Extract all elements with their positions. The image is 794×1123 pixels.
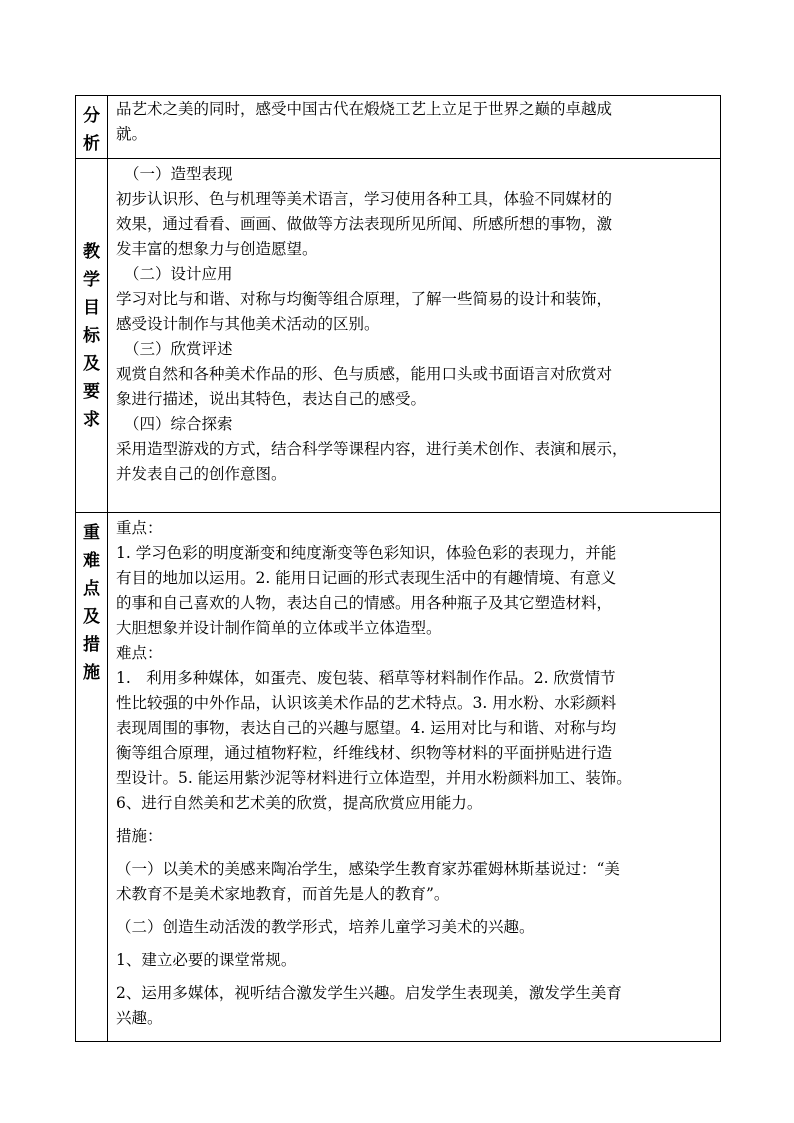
text-line: （一）以美术的美感来陶冶学生，感染学生教育家苏霍姆林斯基说过：“美 bbox=[116, 860, 620, 878]
text-line: 性比较强的中外作品，认识该美术作品的艺术特点。3. 用水粉、水彩颜料 bbox=[116, 694, 617, 712]
text-line: 象进行描述，说出其特色，表达自己的感受。 bbox=[116, 390, 427, 408]
text-line: 学习对比与和谐、对称与均衡等组合原理，了解一些简易的设计和装饰， bbox=[116, 290, 613, 308]
text-line: 的事和自己喜欢的人物，表达自己的情感。用各种瓶子及其它塑造材料， bbox=[116, 594, 613, 612]
text-line: 效果，通过看看、画画、做做等方法表现所见所闻、所感所想的事物，激 bbox=[116, 215, 613, 233]
text-line: 感受设计制作与其他美术活动的区别。 bbox=[116, 315, 380, 333]
text-line: 型设计。5. 能运用紫沙泥等材料进行立体造型，并用水粉颜料加工、装饰。 bbox=[116, 769, 632, 787]
text-line: 就。 bbox=[116, 125, 148, 143]
text-line: 初步认识形、色与机理等美术语言，学习使用各种工具，体验不同媒材的 bbox=[116, 190, 613, 208]
analysis-header: 分 析 bbox=[76, 96, 108, 159]
key-points-title: 重点： bbox=[116, 519, 163, 537]
text-line: 6、进行自然美和艺术美的欣赏，提高欣赏应用能力。 bbox=[116, 794, 483, 812]
objectives-content bbox=[108, 159, 721, 513]
text-line: 采用造型游戏的方式，结合科学等课程内容，进行美术创作、表演和展示， bbox=[116, 440, 628, 458]
text-line: 品艺术之美的同时，感受中国古代在煅烧工艺上立足于世界之巅的卓越成 bbox=[116, 100, 613, 118]
section-title: （三）欣赏评述 bbox=[124, 340, 233, 358]
text-line: 有目的地加以运用。2. 能用日记画的形式表现生活中的有趣情境、有意义 bbox=[116, 569, 617, 587]
key-points-content bbox=[108, 513, 721, 1042]
difficulties-title: 难点： bbox=[116, 644, 163, 662]
measures-title: 措施： bbox=[116, 827, 163, 845]
key-points-header: 重 难 点 及 措 施 bbox=[76, 513, 108, 1042]
text-line: 发丰富的想象力与创造愿望。 bbox=[116, 240, 318, 258]
section-title: （一）造型表现 bbox=[124, 165, 233, 183]
text-line: 衡等组合原理，通过植物籽粒，纤维线材、织物等材料的平面拼贴进行造 bbox=[116, 744, 613, 762]
analysis-row bbox=[76, 96, 721, 159]
text-line: 观赏自然和各种美术作品的形、色与质感，能用口头或书面语言对欣赏对 bbox=[116, 365, 613, 383]
text-line: （二）创造生动活泼的教学形式，培养儿童学习美术的兴趣。 bbox=[116, 918, 535, 936]
objectives-header: 教 学 目 标 及 要 求 bbox=[76, 159, 108, 513]
text-line: 1、建立必要的课堂常规。 bbox=[116, 951, 297, 969]
text-line: 并发表自己的创作意图。 bbox=[116, 465, 287, 483]
objectives-row bbox=[76, 159, 721, 513]
text-line: 2、运用多媒体，视听结合激发学生兴趣。启发学生表现美，激发学生美育 bbox=[116, 984, 622, 1002]
analysis-content bbox=[108, 96, 721, 159]
plan-table bbox=[75, 95, 721, 1042]
section-title: （二）设计应用 bbox=[124, 265, 233, 283]
text-line: 1. 利用多种媒体，如蛋壳、废包装、稻草等材料制作作品。2. 欣赏情节 bbox=[116, 669, 616, 687]
text-line: 表现周围的事物，表达自己的兴趣与愿望。4. 运用对比与和谐、对称与均 bbox=[116, 719, 617, 737]
text-line: 兴趣。 bbox=[116, 1009, 163, 1027]
key-points-row bbox=[76, 513, 721, 1042]
text-line: 大胆想象并设计制作简单的立体或半立体造型。 bbox=[116, 619, 442, 637]
text-line: 1. 学习色彩的明度渐变和纯度渐变等色彩知识，体验色彩的表现力，并能 bbox=[116, 544, 617, 562]
section-title: （四）综合探索 bbox=[124, 415, 233, 433]
text-line: 术教育不是美术家地教育，而首先是人的教育”。 bbox=[116, 885, 450, 903]
